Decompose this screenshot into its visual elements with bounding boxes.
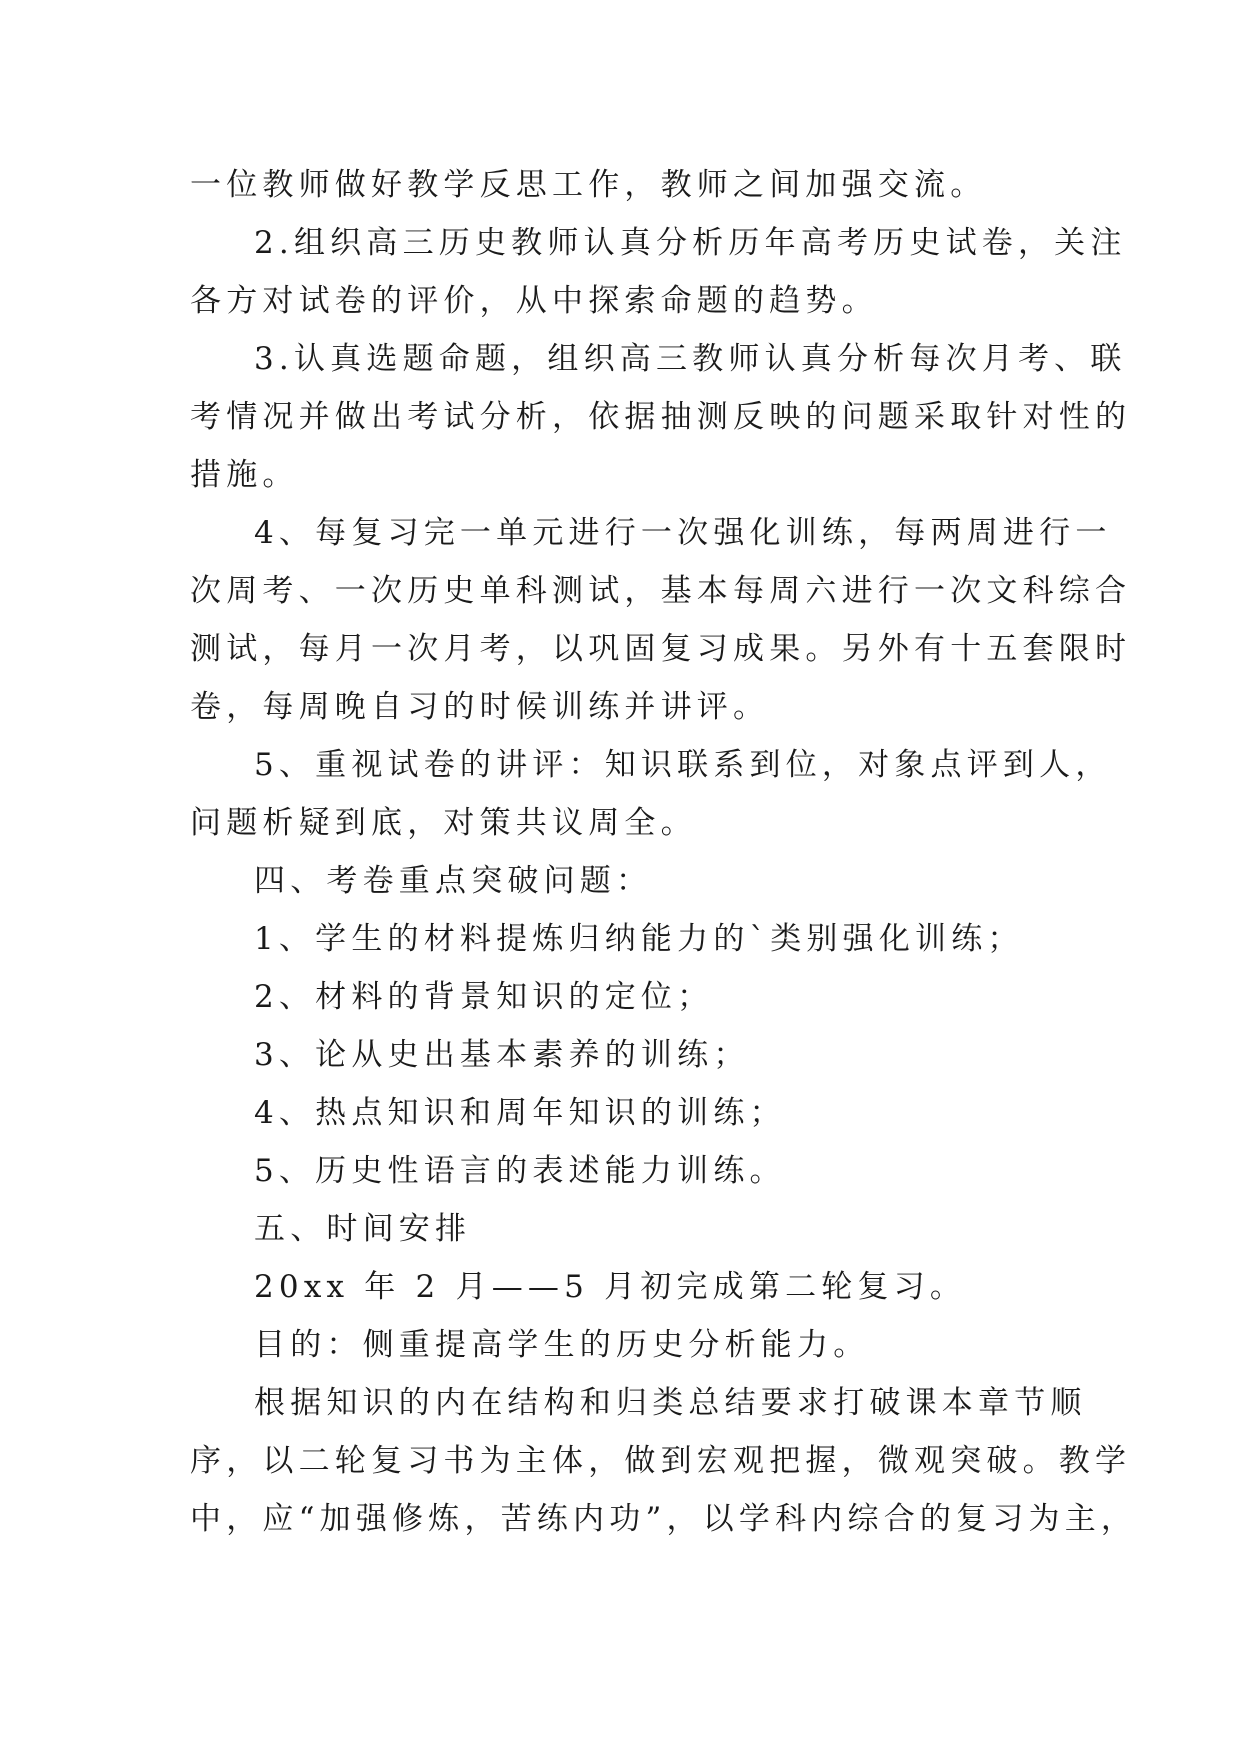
- text-line: 卷，每周晚自习的时候训练并讲评。: [190, 689, 770, 725]
- list-item: 2、材料的背景知识的定位；: [254, 979, 714, 1015]
- text-line: 次周考、一次历史单科测试，基本每周六进行一次文科综合: [190, 573, 1132, 609]
- section-heading: 五、时间安排: [254, 1211, 472, 1247]
- paragraph-line: 4、每复习完一单元进行一次强化训练，每两周进行一: [254, 515, 1112, 551]
- list-item: 3、论从史出基本素养的训练；: [254, 1037, 750, 1073]
- paragraph-line: 根据知识的内在结构和归类总结要求打破课本章节顺: [254, 1385, 1087, 1421]
- text-line: 问题析疑到底，对策共议周全。: [190, 805, 697, 841]
- text-line: 中，应“加强修炼，苦练内功”，以学科内综合的复习为主，: [190, 1501, 1138, 1537]
- section-heading: 四、考卷重点突破问题：: [254, 863, 653, 899]
- text-line: 序，以二轮复习书为主体，做到宏观把握，微观突破。教学: [190, 1443, 1132, 1479]
- paragraph-line: 3.认真选题命题，组织高三教师认真分析每次月考、联: [254, 341, 1127, 377]
- list-item: 5、历史性语言的表述能力训练。: [254, 1153, 786, 1189]
- paragraph-line: 20xx 年 2 月——5 月初完成第二轮复习。: [254, 1269, 967, 1305]
- paragraph-line: 目的：侧重提高学生的历史分析能力。: [254, 1327, 870, 1363]
- paragraph-line: 5、重视试卷的讲评：知识联系到位，对象点评到人，: [254, 747, 1112, 783]
- text-line: 措施。: [190, 457, 299, 493]
- list-item: 1、学生的材料提炼归纳能力的`类别强化训练；: [254, 921, 1024, 957]
- text-line: 一位教师做好教学反思工作，教师之间加强交流。: [190, 167, 987, 203]
- list-item: 4、热点知识和周年知识的训练；: [254, 1095, 786, 1131]
- document-body: [190, 156, 1138, 1548]
- text-line: 考情况并做出考试分析，依据抽测反映的问题采取针对性的: [190, 399, 1132, 435]
- text-line: 测试，每月一次月考，以巩固复习成果。另外有十五套限时: [190, 631, 1132, 667]
- text-line: 各方对试卷的评价，从中探索命题的趋势。: [190, 283, 878, 319]
- paragraph-line: 2.组织高三历史教师认真分析历年高考历史试卷，关注: [254, 225, 1127, 261]
